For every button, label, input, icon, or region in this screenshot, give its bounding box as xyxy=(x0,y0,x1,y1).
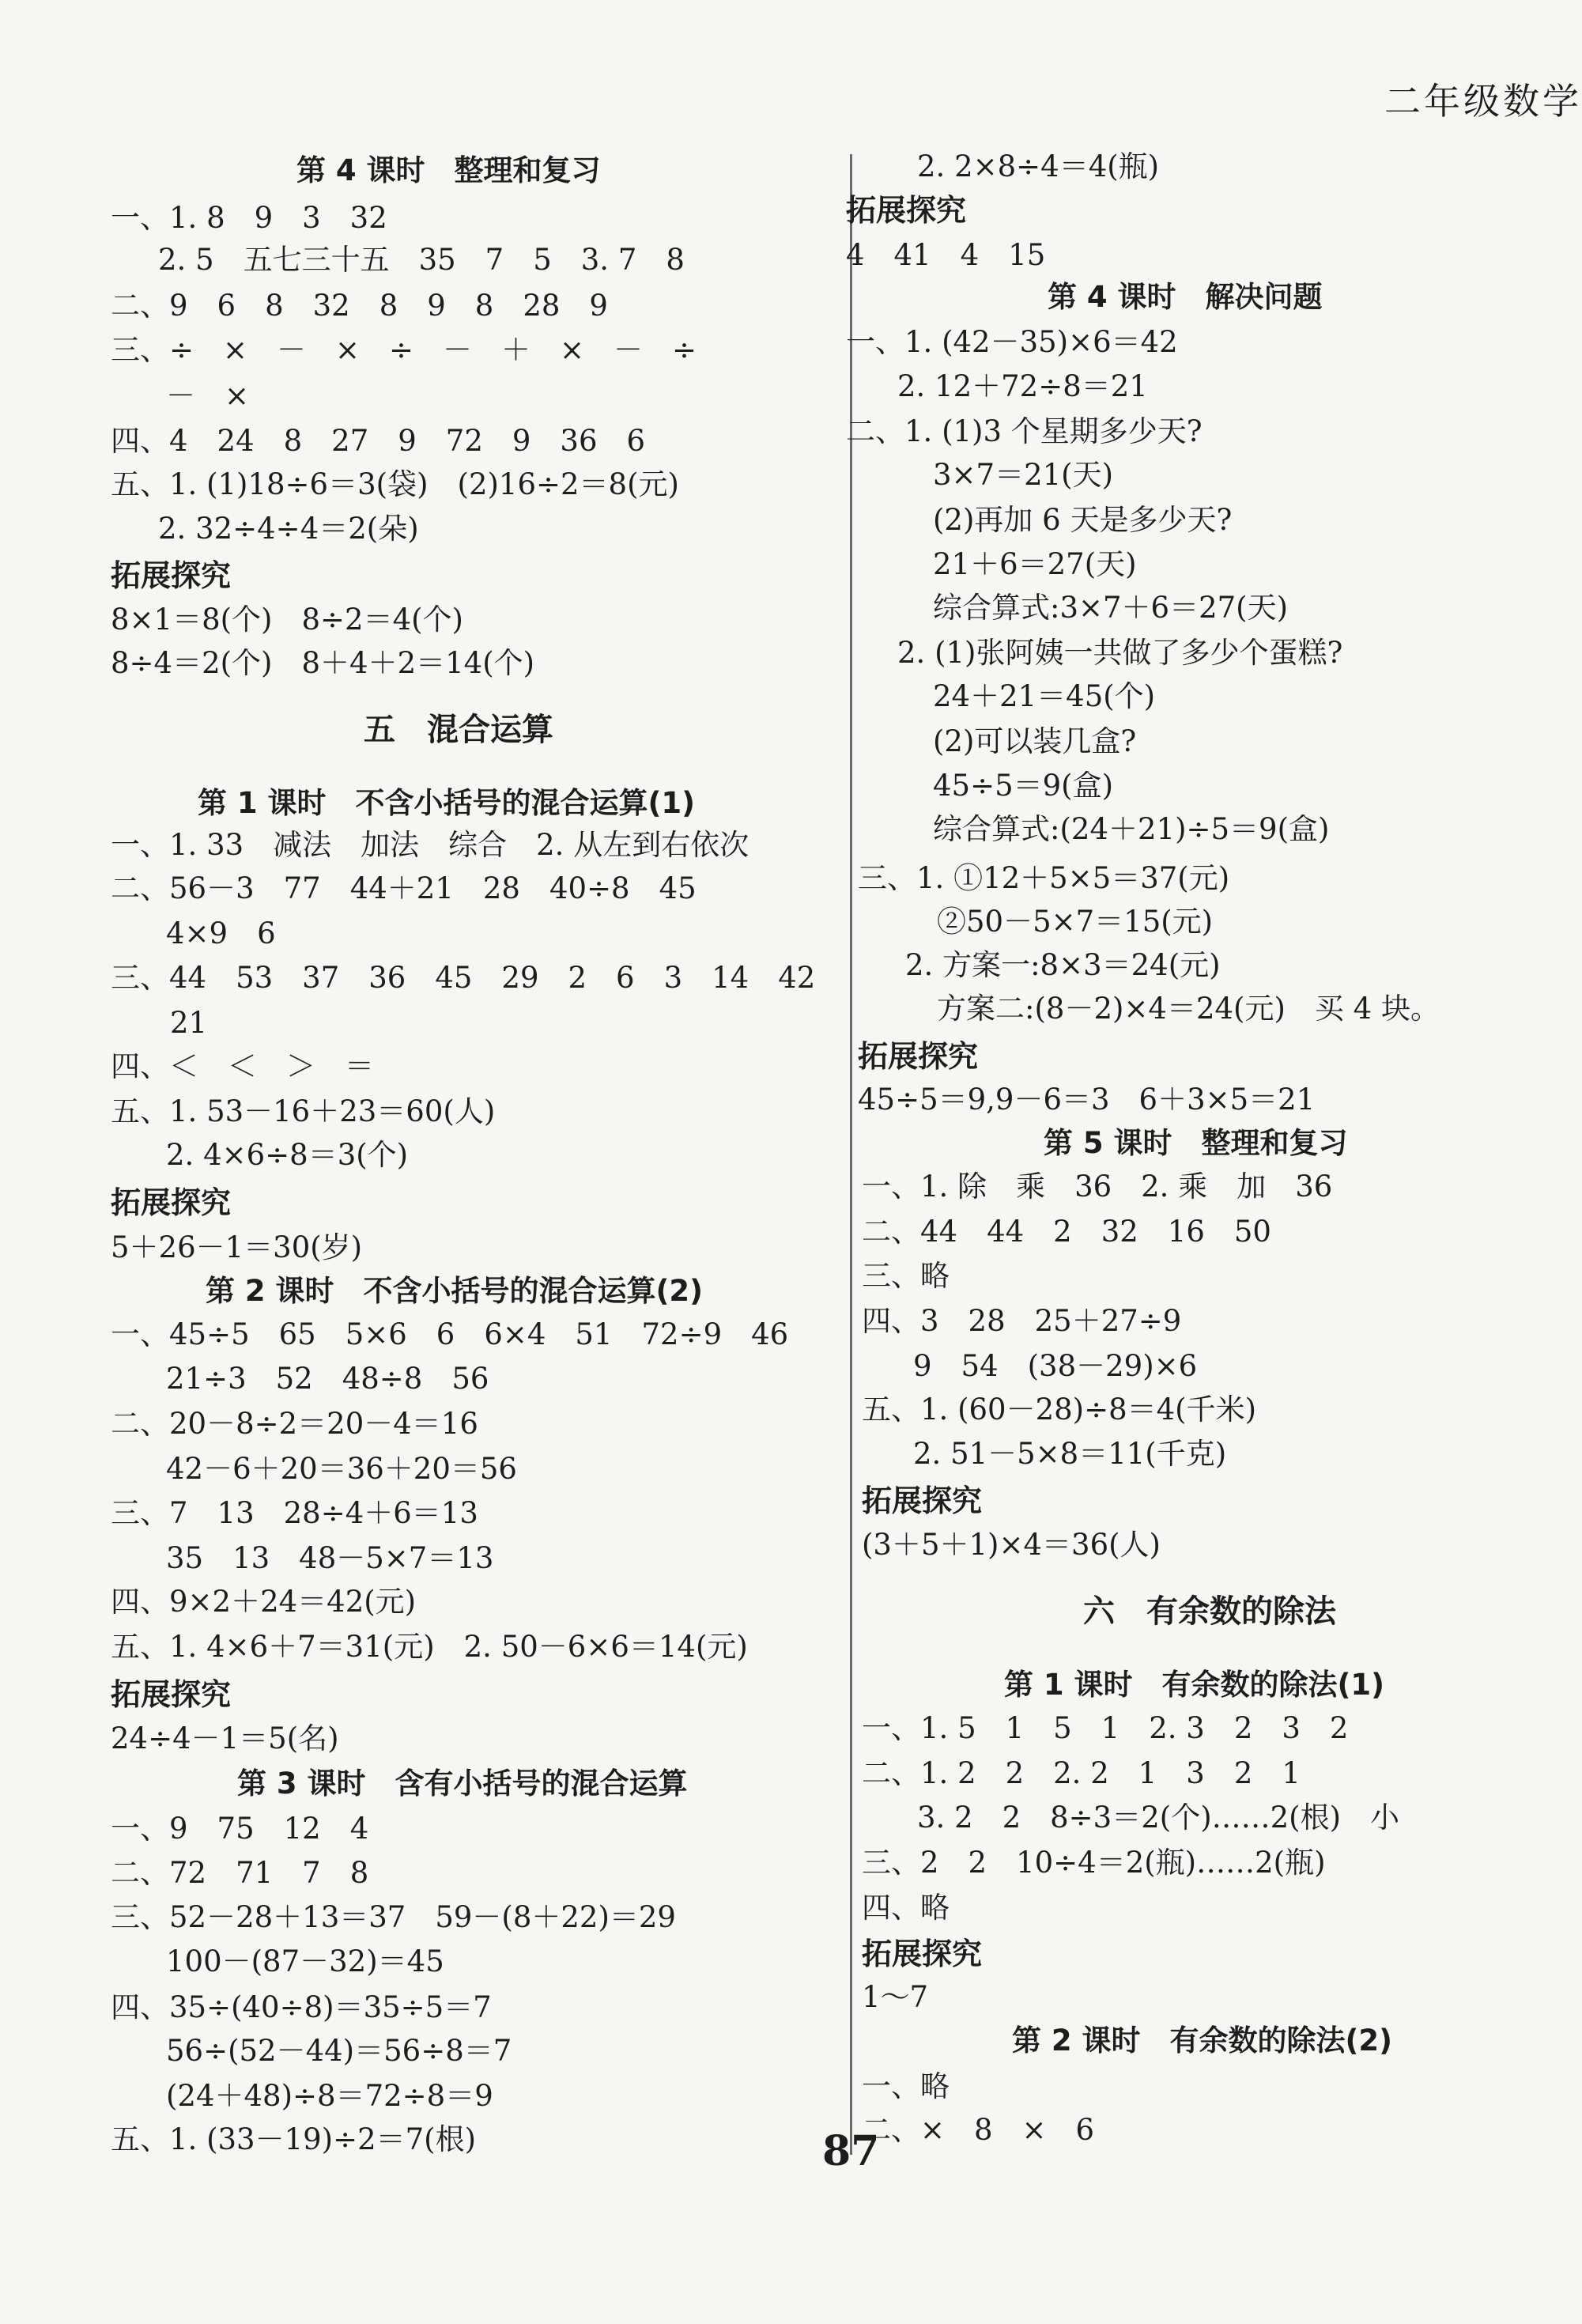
answer-line: 一、45÷5 65 5×6 6 6×4 51 72÷9 46 xyxy=(111,1317,789,1351)
answer-line: 三、2 2 10÷4＝2(瓶)……2(瓶) xyxy=(862,1846,1326,1880)
answer-line: 四、略 xyxy=(862,1891,950,1925)
answer-line: 2. 4×6÷8＝3(个) xyxy=(166,1138,409,1172)
answer-line: 42－6＋20＝36＋20＝56 xyxy=(166,1452,517,1486)
section-title: 第 2 课时 有余数的除法(2) xyxy=(1012,2024,1393,2058)
answer-line: (24＋48)÷8＝72÷8＝9 xyxy=(166,2079,493,2113)
answer-line: 2. 方案一:8×3＝24(元) xyxy=(905,948,1221,982)
answer-line: 2. 2×8÷4＝4(瓶) xyxy=(917,149,1160,183)
extension-heading: 拓展探究 xyxy=(111,1677,232,1712)
answer-line: 五、1. (33－19)÷2＝7(根) xyxy=(111,2122,477,2156)
section-title: 第 4 课时 解决问题 xyxy=(1048,280,1323,314)
unit-title: 五 混合运算 xyxy=(364,712,553,748)
section-title: 第 1 课时 有余数的除法(1) xyxy=(1004,1668,1385,1702)
answer-line: 5＋26－1＝30(岁) xyxy=(111,1230,363,1264)
answer-line: 1～7 xyxy=(862,1980,929,2014)
answer-line: 三、7 13 28÷4＋6＝13 xyxy=(111,1496,478,1530)
answer-line: 2. 12＋72÷8＝21 xyxy=(897,369,1148,403)
answer-line: 二、20－8÷2＝20－4＝16 xyxy=(111,1407,478,1441)
answer-line: 3. 2 2 8÷3＝2(个)……2(根) 小 xyxy=(917,1801,1400,1835)
answer-line: 21÷3 52 48÷8 56 xyxy=(166,1362,489,1396)
answer-line: 一、9 75 12 4 xyxy=(111,1812,369,1846)
answer-line: 9 54 (38－29)×6 xyxy=(913,1349,1198,1383)
answer-line: 一、1. 除 乘 36 2. 乘 加 36 xyxy=(862,1170,1333,1204)
section-title: 第 3 课时 含有小括号的混合运算 xyxy=(237,1767,688,1801)
answer-line: 三、52－28＋13＝37 59－(8＋22)＝29 xyxy=(111,1900,676,1934)
answer-line: 四、＜ ＜ ＞ ＝ xyxy=(111,1049,374,1083)
answer-line: 一、1. 33 减法 加法 综合 2. 从左到右依次 xyxy=(111,828,749,862)
answer-line: 二、× 8 × 6 xyxy=(862,2113,1095,2147)
answer-line: (2)再加 6 天是多少天? xyxy=(933,503,1233,537)
page-header-title: 二年级数学 xyxy=(1384,80,1582,123)
answer-line: 二、72 71 7 8 xyxy=(111,1856,369,1890)
answer-line: 21 xyxy=(170,1006,208,1040)
answer-line: 一、略 xyxy=(862,2069,950,2103)
answer-line: 四、9×2＋24＝42(元) xyxy=(111,1585,417,1619)
answer-line: 一、1. 5 1 5 1 2. 3 2 3 2 xyxy=(862,1711,1349,1745)
answer-line: 45÷5＝9,9－6＝3 6＋3×5＝21 xyxy=(858,1083,1316,1117)
answer-line: (3＋5＋1)×4＝36(人) xyxy=(862,1528,1161,1562)
extension-heading: 拓展探究 xyxy=(111,558,232,593)
answer-line: 4 41 4 15 xyxy=(846,238,1046,272)
unit-title: 六 有余数的除法 xyxy=(1083,1593,1336,1630)
answer-line: 四、3 28 25＋27÷9 xyxy=(862,1304,1182,1338)
section-title: 第 4 课时 整理和复习 xyxy=(296,153,601,187)
answer-line: 2. 51－5×8＝11(千克) xyxy=(913,1437,1227,1471)
answer-line: － × xyxy=(166,379,250,413)
answer-line: 三、44 53 37 36 45 29 2 6 3 14 42 xyxy=(111,961,816,995)
answer-line: 五、1. (60－28)÷8＝4(千米) xyxy=(862,1393,1257,1427)
extension-heading: 拓展探究 xyxy=(846,193,967,228)
answer-line: 24÷4－1＝5(名) xyxy=(111,1721,339,1755)
answer-line: 五、1. 4×6＋7＝31(元) 2. 50－6×6＝14(元) xyxy=(111,1630,748,1664)
answer-line: 方案二:(8－2)×4＝24(元) 买 4 块。 xyxy=(937,992,1440,1026)
answer-line: 8÷4＝2(个) 8＋4＋2＝14(个) xyxy=(111,646,535,680)
answer-line: 8×1＝8(个) 8÷2＝4(个) xyxy=(111,603,463,637)
answer-line: 二、44 44 2 32 16 50 xyxy=(862,1215,1271,1249)
answer-line: (2)可以装几盒? xyxy=(933,724,1137,758)
extension-heading: 拓展探究 xyxy=(111,1185,232,1220)
answer-line: 四、35÷(40÷8)＝35÷5＝7 xyxy=(111,1990,492,2024)
answer-line: 2. (1)张阿姨一共做了多少个蛋糕? xyxy=(897,636,1343,670)
answer-line: 四、4 24 8 27 9 72 9 36 6 xyxy=(111,424,646,458)
answer-line: 4×9 6 xyxy=(166,916,276,950)
answer-line: 二、56－3 77 44＋21 28 40÷8 45 xyxy=(111,871,697,905)
answer-line: 100－(87－32)＝45 xyxy=(166,1944,444,1978)
answer-line: 35 13 48－5×7＝13 xyxy=(166,1541,494,1575)
answer-line: ②50－5×7＝15(元) xyxy=(937,905,1214,939)
extension-heading: 拓展探究 xyxy=(862,1937,983,1971)
answer-line: 二、1. 2 2 2. 2 1 3 2 1 xyxy=(862,1756,1301,1790)
section-title: 第 2 课时 不含小括号的混合运算(2) xyxy=(206,1274,704,1308)
extension-heading: 拓展探究 xyxy=(858,1039,979,1074)
answer-line: 24＋21＝45(个) xyxy=(933,679,1156,713)
answer-line: 三、1. ①12＋5×5＝37(元) xyxy=(858,861,1230,895)
answer-line: 45÷5＝9(盒) xyxy=(933,769,1114,803)
page-number: 87 xyxy=(822,2127,880,2175)
extension-heading: 拓展探究 xyxy=(862,1483,983,1518)
answer-line: 2. 32÷4÷4＝2(朵) xyxy=(158,512,419,546)
answer-line: 二、9 6 8 32 8 9 8 28 9 xyxy=(111,289,608,323)
answer-line: 21＋6＝27(天) xyxy=(933,547,1137,581)
answer-line: 2. 5 五七三十五 35 7 5 3. 7 8 xyxy=(158,243,685,277)
section-title: 第 1 课时 不含小括号的混合运算(1) xyxy=(198,786,696,820)
answer-line: 56÷(52－44)＝56÷8＝7 xyxy=(166,2034,512,2068)
answer-line: 综合算式:(24＋21)÷5＝9(盒) xyxy=(933,812,1330,846)
section-title: 第 5 课时 整理和复习 xyxy=(1044,1126,1348,1160)
answer-line: 三、略 xyxy=(862,1259,950,1293)
answer-line: 五、1. 53－16＋23＝60(人) xyxy=(111,1094,496,1128)
answer-line: 一、1. 8 9 3 32 xyxy=(111,201,387,235)
answer-line: 综合算式:3×7＋6＝27(天) xyxy=(933,591,1289,625)
answer-line: 三、÷ × － × ÷ － ＋ × － ÷ xyxy=(111,333,697,367)
answer-line: 一、1. (42－35)×6＝42 xyxy=(846,325,1178,359)
column-divider xyxy=(850,154,852,2155)
answer-line: 五、1. (1)18÷6＝3(袋) (2)16÷2＝8(元) xyxy=(111,467,679,501)
answer-line: 3×7＝21(天) xyxy=(933,458,1114,492)
answer-line: 二、1. (1)3 个星期多少天? xyxy=(846,414,1203,448)
